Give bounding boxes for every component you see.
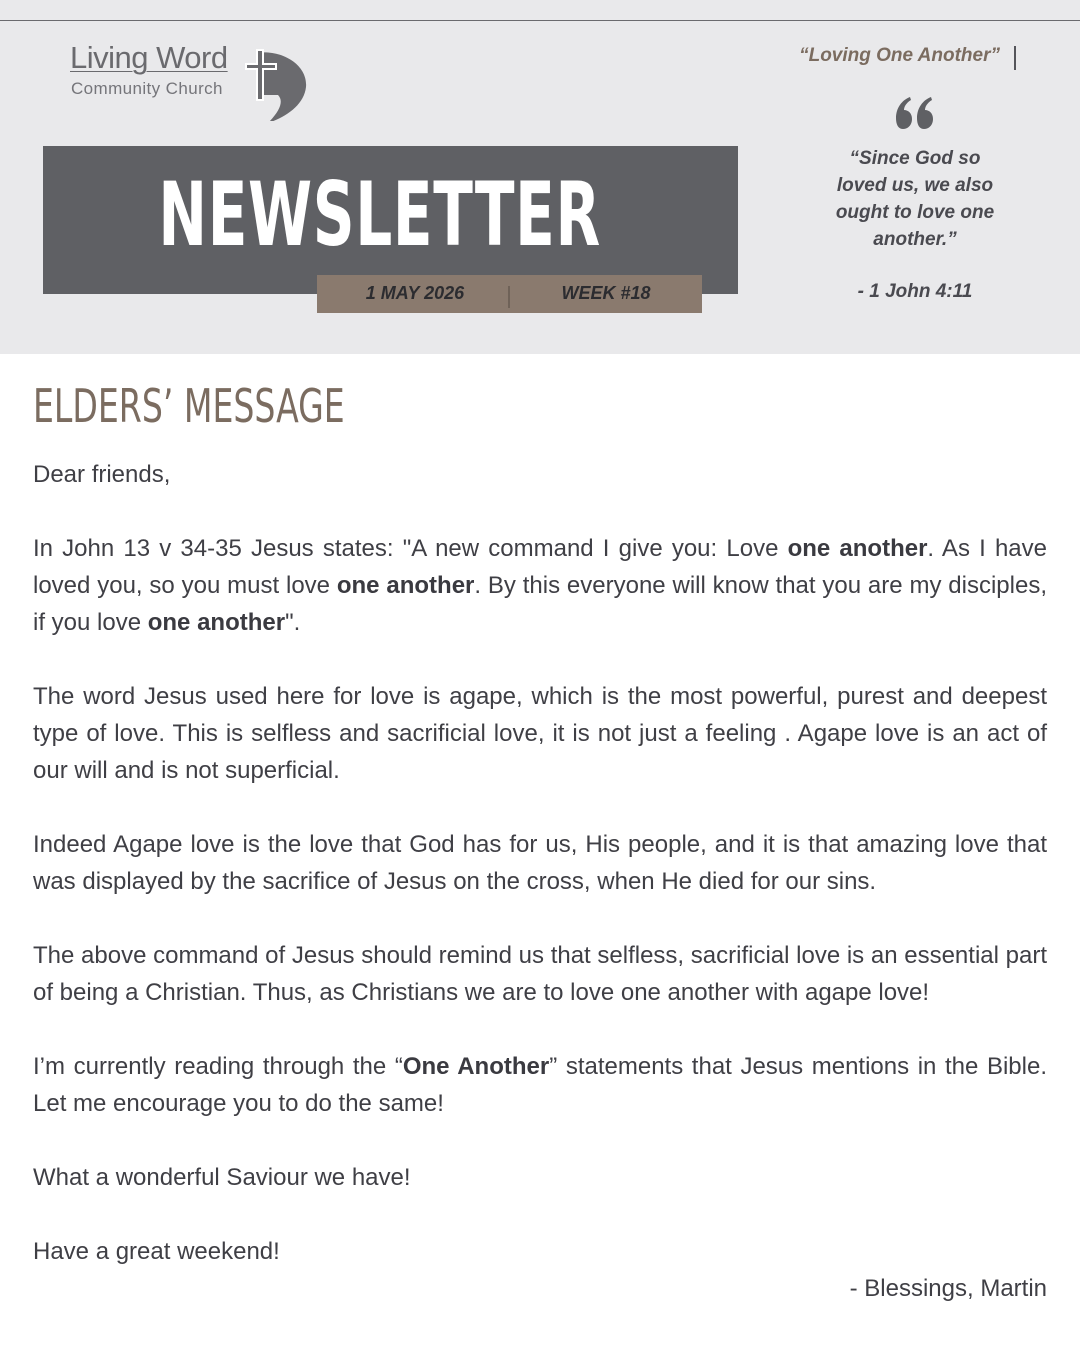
text-run: In John 13 v 34-35 Jesus states: "A new command I give you: Love bbox=[33, 535, 788, 562]
section-heading: ELDERS’ MESSAGE bbox=[33, 379, 345, 433]
newsletter-title: NEWSLETTER bbox=[158, 163, 601, 266]
date-bar bbox=[317, 275, 702, 313]
text-run: I’m currently reading through the “ bbox=[33, 1053, 403, 1080]
newsletter-header bbox=[0, 0, 1080, 354]
church-name: Living Word bbox=[70, 40, 228, 75]
date-separator bbox=[508, 286, 510, 308]
quote-icon bbox=[894, 96, 936, 130]
text-run: ” statements that Jesus mentions in the Bible. Let me encourage you to do the same! bbox=[33, 1053, 1047, 1117]
theme-title: “Loving One Another” bbox=[799, 45, 1000, 66]
text-run: . As I have loved you, so you must love bbox=[33, 535, 1047, 599]
emphasis: One Another bbox=[402, 1053, 550, 1080]
top-rule bbox=[0, 20, 1080, 21]
verse-reference: - 1 John 4:11 bbox=[857, 281, 973, 302]
emphasis: one another bbox=[336, 572, 475, 599]
cross-logo-icon bbox=[242, 45, 308, 121]
theme-divider bbox=[1014, 46, 1016, 70]
church-logo bbox=[70, 40, 320, 125]
paragraph bbox=[33, 1048, 1047, 1122]
issue-week: WEEK #18 bbox=[561, 283, 651, 303]
paragraph: Have a great weekend! bbox=[33, 1238, 280, 1265]
verse-line: ought to love one bbox=[835, 202, 995, 223]
greeting: Dear friends, bbox=[33, 461, 171, 488]
verse-line: another.” bbox=[873, 229, 957, 250]
paragraph: What a wonderful Saviour we have! bbox=[33, 1164, 411, 1191]
paragraph bbox=[33, 530, 1047, 641]
paragraph: Indeed Agape love is the love that God has for us, His people, and it is that amazing love that was displayed by the sacrifice of Jesus on the cross, when He died for our sins. bbox=[33, 831, 1047, 895]
verse-line: “Since God so bbox=[849, 148, 981, 169]
text-run: ". bbox=[285, 609, 301, 636]
paragraph: The word Jesus used here for love is agape, which is the most powerful, purest and deepest type of love. This is selfless and sacrificial love, it is not just a feeling . Agape love is an act of our will and is not superficial. bbox=[33, 683, 1047, 784]
paragraph: The above command of Jesus should remind us that selfless, sacrificial love is an essential part of being a Christian. Thus, as Christians we are to love one another with agape love! bbox=[33, 942, 1047, 1006]
elders-message bbox=[33, 456, 1047, 1307]
signoff: - Blessings, Martin bbox=[849, 1275, 1047, 1302]
emphasis: one another bbox=[787, 535, 928, 562]
issue-date: 1 MAY 2026 bbox=[365, 283, 465, 303]
emphasis: one another bbox=[147, 609, 286, 636]
newsletter-banner bbox=[43, 146, 738, 294]
church-subtitle: Community Church bbox=[71, 79, 223, 98]
bible-verse bbox=[815, 145, 1015, 253]
text-run: . By this everyone will know that you are my disciples, if you love bbox=[33, 572, 1047, 636]
verse-line: loved us, we also bbox=[836, 175, 994, 196]
